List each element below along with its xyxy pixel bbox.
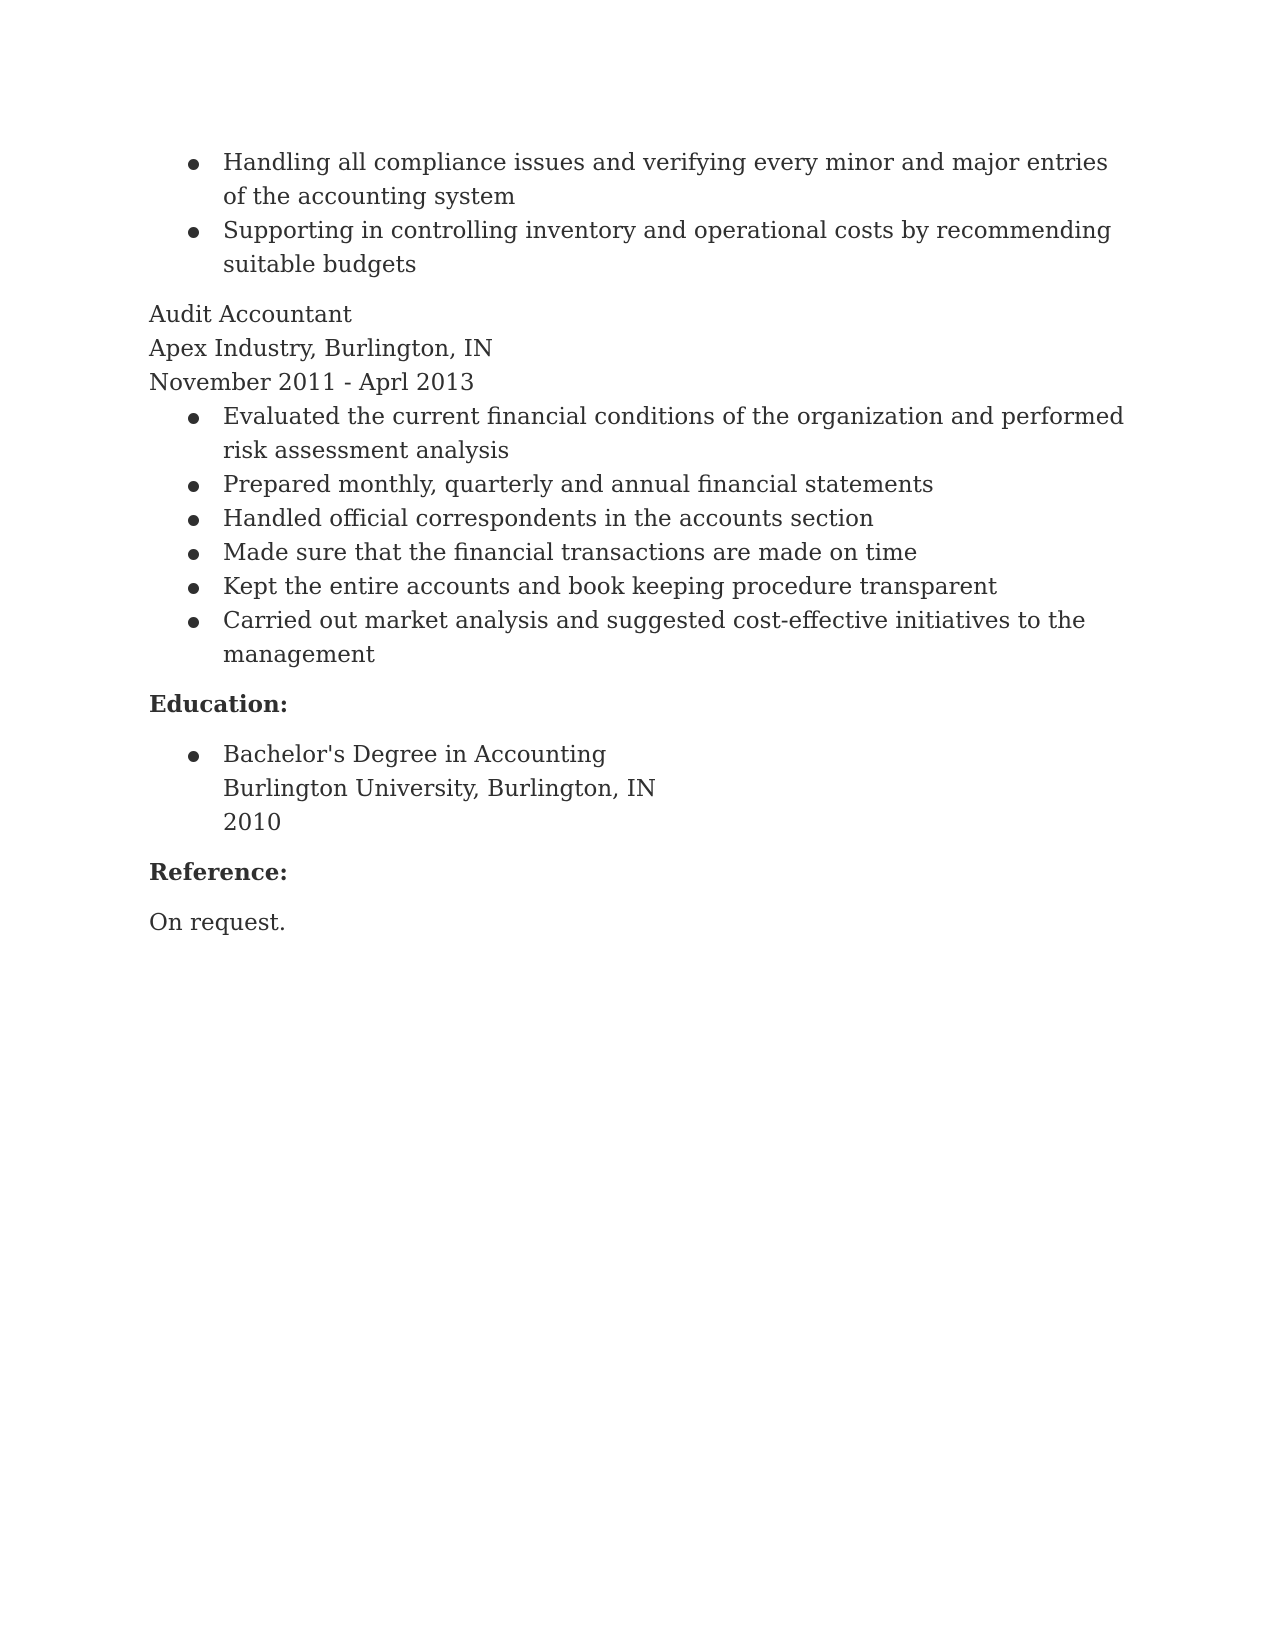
list-item (149, 604, 1129, 672)
bullet-icon (188, 751, 199, 762)
audit-job-entry (149, 298, 1129, 672)
prior-job-bullet-list (149, 146, 1129, 282)
list-item (149, 146, 1129, 214)
bullet-text: Evaluated the current financial conditions of the organization and performed risk assessment analysis (223, 404, 1125, 464)
bullet-icon (188, 549, 199, 560)
bullet-text: Carried out market analysis and suggested cost-effective initiatives to the management (223, 608, 1086, 668)
job-company: Apex Industry, Burlington, IN (149, 336, 493, 362)
audit-job-bullet-list (149, 400, 1129, 672)
bullet-text: Made sure that the financial transactions are made on time (223, 540, 918, 566)
bullet-icon (188, 413, 199, 424)
bullet-icon (188, 617, 199, 628)
bullet-text: Prepared monthly, quarterly and annual financial statements (223, 472, 934, 498)
education-school: Burlington University, Burlington, IN (223, 776, 656, 802)
bullet-icon (188, 227, 199, 238)
list-item (149, 214, 1129, 282)
list-item (149, 400, 1129, 468)
list-item (149, 570, 1129, 604)
reference-text: On request. (149, 910, 287, 936)
education-year: 2010 (223, 810, 282, 836)
bullet-icon (188, 583, 199, 594)
bullet-text: Supporting in controlling inventory and operational costs by recommending suitable budgets (223, 218, 1112, 278)
list-item (149, 468, 1129, 502)
bullet-icon (188, 515, 199, 526)
education-item (149, 738, 1129, 840)
job-title: Audit Accountant (149, 302, 352, 328)
reference-heading: Reference: (149, 859, 288, 886)
education-list (149, 738, 1129, 840)
list-item (149, 502, 1129, 536)
education-degree: Bachelor's Degree in Accounting (223, 742, 607, 768)
resume-page (149, 146, 1129, 940)
bullet-text: Handled official correspondents in the accounts section (223, 506, 874, 532)
bullet-text: Kept the entire accounts and book keeping procedure transparent (223, 574, 998, 600)
list-item (149, 536, 1129, 570)
bullet-icon (188, 159, 199, 170)
bullet-text: Handling all compliance issues and verifying every minor and major entries of the accounting system (223, 150, 1109, 210)
bullet-icon (188, 481, 199, 492)
education-heading: Education: (149, 691, 289, 718)
job-dates: November 2011 - Aprl 2013 (149, 370, 475, 396)
